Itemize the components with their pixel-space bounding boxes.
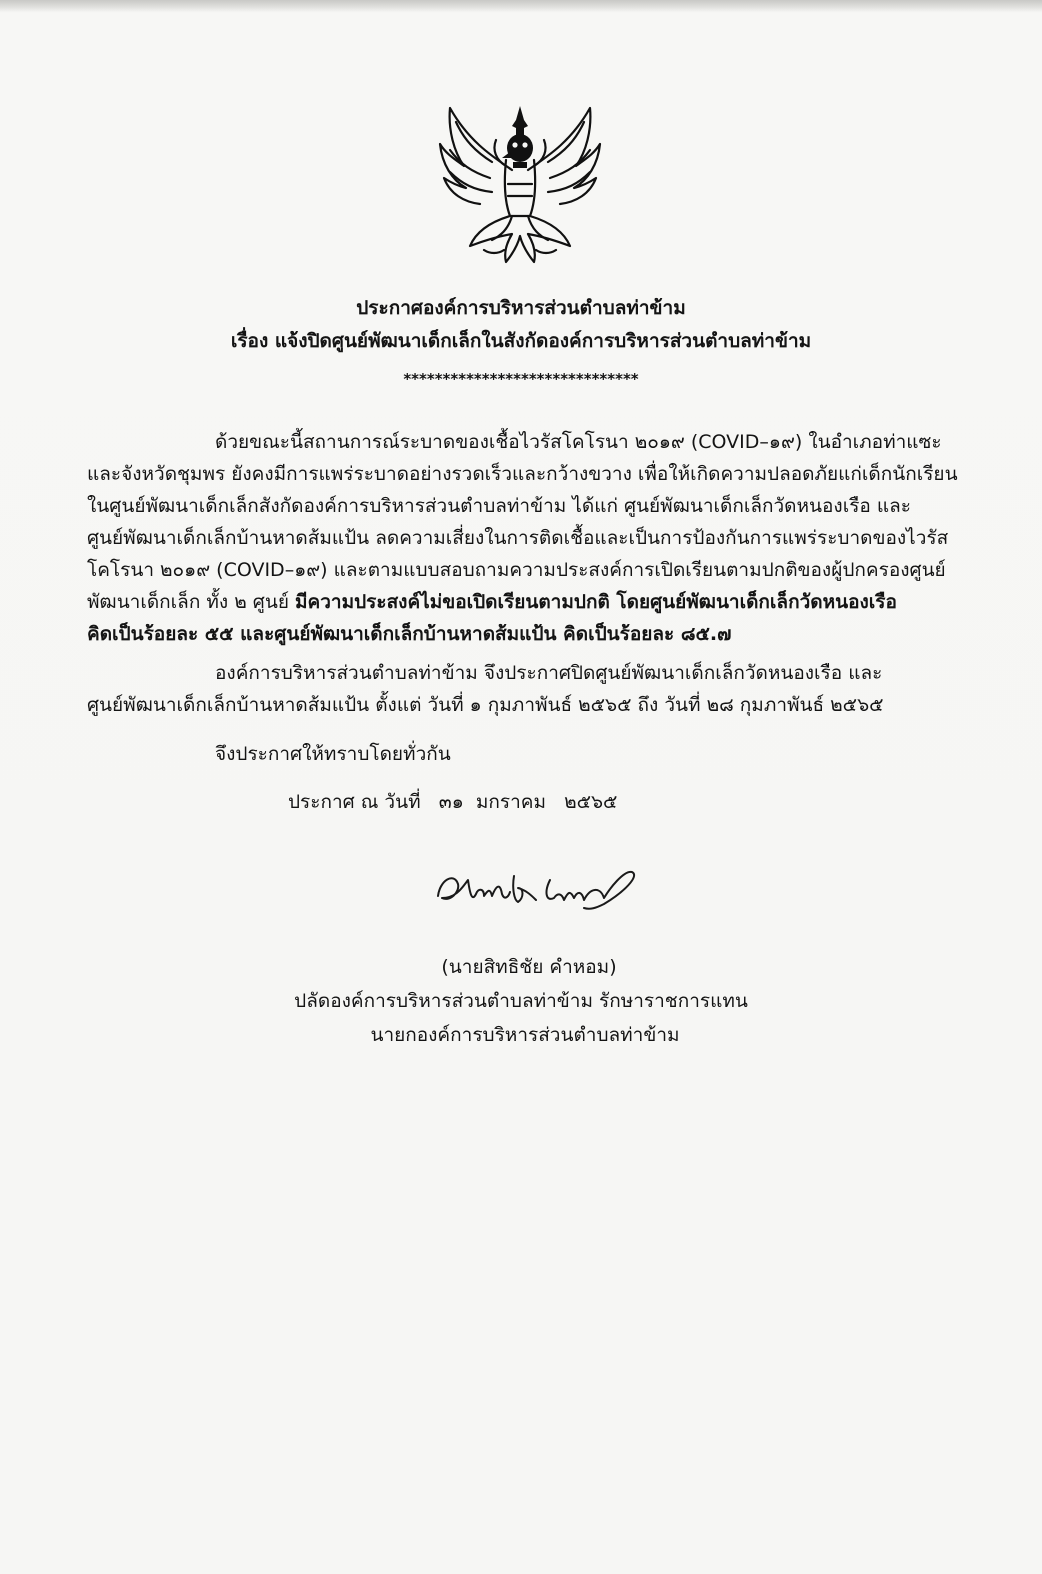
p1-line-6-normal: พัฒนาเด็กเล็ก ทั้ง ๒ ศูนย์ xyxy=(87,591,295,613)
p2-line-1: องค์การบริหารส่วนตำบลท่าข้าม จึงประกาศปิดศูนย์พัฒนาเด็กเล็กวัดหนองเรือ และ xyxy=(215,662,883,684)
closing-line: จึงประกาศให้ทราบโดยทั่วกัน xyxy=(215,743,451,765)
scan-edge xyxy=(0,0,1042,12)
signer-position-1: ปลัดองค์การบริหารส่วนตำบลท่าข้าม รักษาราชการแทน xyxy=(294,990,748,1012)
p1-line-2: และจังหวัดชุมพร ยังคงมีการแพร่ระบาดอย่างรวดเร็วและกว้างขวาง เพื่อให้เกิดความปลอดภัยแก่เด็กนักเรียน xyxy=(87,463,958,485)
announcement-subject: เรื่อง แจ้งปิดศูนย์พัฒนาเด็กเล็กในสังกัดองค์การบริหารส่วนตำบลท่าข้าม xyxy=(230,330,812,352)
announcement-date: ประกาศ ณ วันที่ ๓๑ มกราคม ๒๕๖๕ xyxy=(288,791,618,813)
p1-line-5: โคโรนา ๒๐๑๙ (COVID–๑๙) และตามแบบสอบถามความประสงค์การเปิดเรียนตามปกติของผู้ปกครองศูนย์ xyxy=(87,559,946,581)
p1-line-3: ในศูนย์พัฒนาเด็กเล็กสังกัดองค์การบริหารส่วนตำบลท่าข้าม ได้แก่ ศูนย์พัฒนาเด็กเล็กวัดหนองเรือ และ xyxy=(87,495,911,517)
p1-line-7: คิดเป็นร้อยละ ๕๕ และศูนย์พัฒนาเด็กเล็กบ้านหาดส้มแป้น คิดเป็นร้อยละ ๘๕.๗ xyxy=(87,623,732,645)
p1-line-4: ศูนย์พัฒนาเด็กเล็กบ้านหาดส้มแป้น ลดความเสี่ยงในการติดเชื้อและเป็นการป้องกันการแพร่ระบาดของไวรัส xyxy=(87,527,949,549)
announcement-title: ประกาศองค์การบริหารส่วนตำบลท่าข้าม xyxy=(356,297,686,319)
garuda-emblem-icon xyxy=(420,100,620,268)
p1-line-6 xyxy=(87,590,897,614)
handwritten-signature xyxy=(428,858,648,920)
p2-line-2: ศูนย์พัฒนาเด็กเล็กบ้านหาดส้มแป้น ตั้งแต่ วันที่ ๑ กุมภาพันธ์ ๒๕๖๕ ถึง วันที่ ๒๘ กุมภาพันธ์ ๒๕๖๕ xyxy=(87,694,884,716)
signer-position-2: นายกองค์การบริหารส่วนตำบลท่าข้าม xyxy=(370,1024,680,1046)
signer-name: (นายสิทธิชัย คำหอม) xyxy=(441,956,617,978)
p1-line-6-bold: มีความประสงค์ไม่ขอเปิดเรียนตามปกติ โดยศูนย์พัฒนาเด็กเล็กวัดหนองเรือ xyxy=(295,591,897,613)
p1-line-1: ด้วยขณะนี้สถานการณ์ระบาดของเชื้อไวรัสโคโรนา ๒๐๑๙ (COVID–๑๙) ในอำเภอท่าแซะ xyxy=(215,431,942,453)
divider-stars: ****************************** xyxy=(403,370,639,388)
